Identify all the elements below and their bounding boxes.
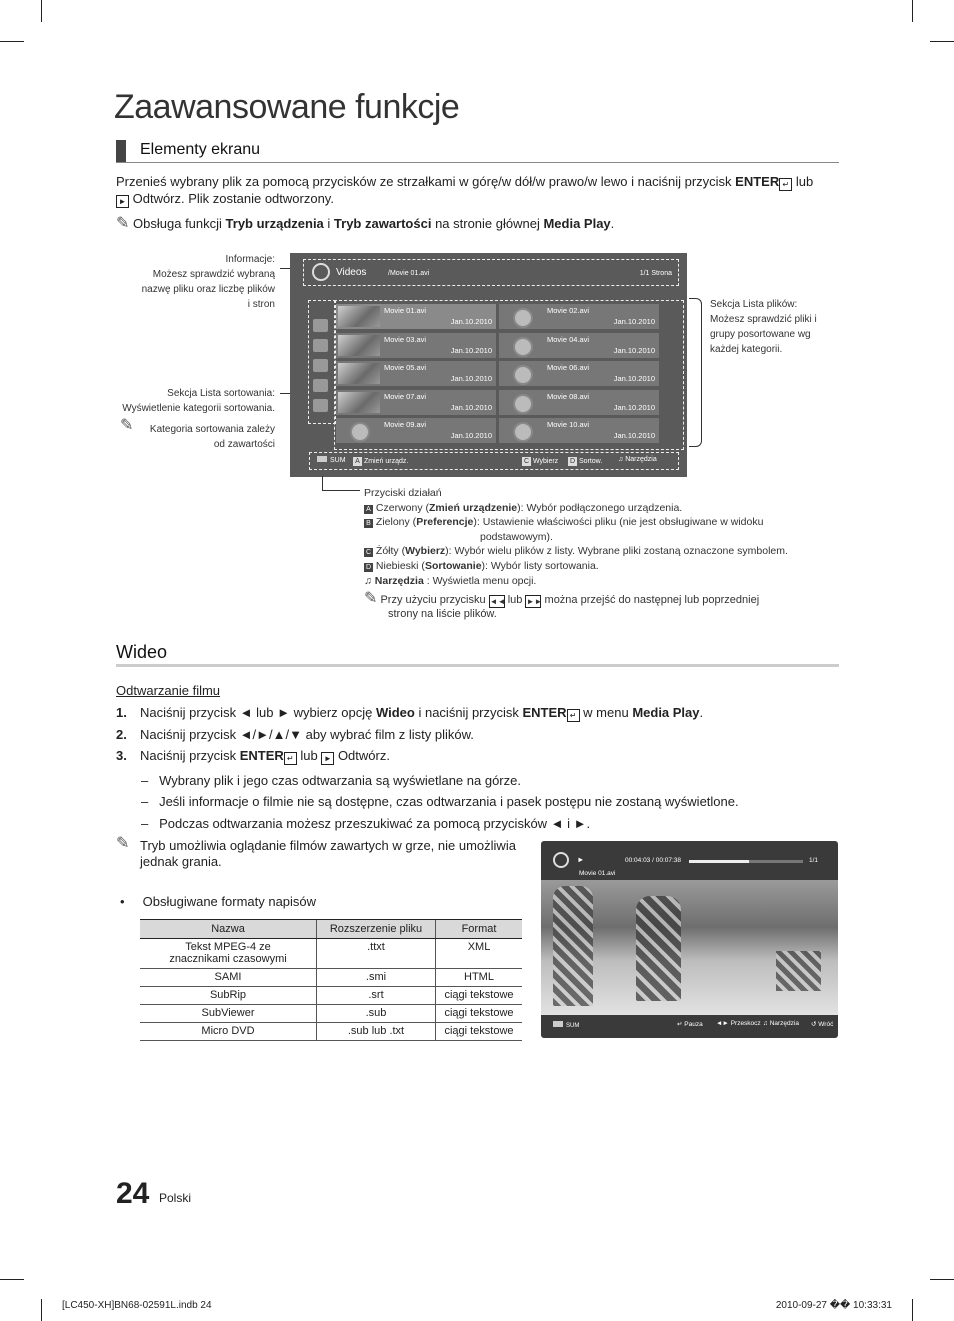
file-name: Movie 07.avi [384, 391, 427, 401]
file-name: Movie 06.avi [547, 363, 590, 372]
table-header: Rozszerzenie pliku [317, 920, 436, 939]
file-list-item[interactable] [336, 361, 496, 386]
giraffe-shape [553, 886, 593, 1006]
file-list-item[interactable] [336, 304, 496, 329]
callout-filelist: Sekcja Lista plików: Możesz sprawdzić pliki i grupy posortowane wg każdej kategorii. [710, 299, 817, 355]
sort-3d-icon[interactable] [313, 359, 328, 372]
file-date: Jan.10.2010 [450, 431, 492, 440]
giraffe-shape [776, 951, 821, 991]
table-row [140, 987, 522, 1005]
table-row [140, 969, 522, 987]
intro-paragraph-2: ► Odtwórz. Plik zostanie odtworzony. [116, 191, 334, 208]
print-footer-right: 2010-09-27 �� 10:33:31 [775, 1300, 892, 1311]
rewind-icon: ◄◄ [489, 597, 506, 606]
thumbnail-image [338, 363, 380, 384]
film-reel-icon [350, 422, 370, 442]
screen-page: 1/1 Strona [639, 270, 672, 277]
giraffe-shape [636, 896, 681, 1001]
file-name: Movie 01.avi [384, 306, 427, 315]
file-date: Jan.10.2010 [613, 345, 655, 355]
thumbnail-image [338, 335, 380, 356]
sort-image-icon[interactable] [313, 339, 328, 352]
enter-icon: ↵ [567, 709, 580, 722]
intro-paragraph: Przenieś wybrany plik za pomocą przycisków ze strzałkami w górę/w dół/w prawo/w lewo i naciśnij przycisk ENTER ↵ lub [116, 174, 814, 189]
play-icon: ► [116, 195, 129, 208]
file-name: Movie 04.avi [547, 334, 590, 344]
forward-icon: ►► [526, 597, 543, 606]
print-footer-left: [LC450-XH]BN68-02591L.indb 24 [62, 1300, 212, 1311]
actions-note: ✎ Przy użyciu przycisku ◄◄ lub ►► można przejść do następnej lub poprzedniej [364, 590, 760, 607]
media-play-screen [290, 253, 687, 477]
screen-path: /Movie 01.avi [388, 270, 430, 277]
player-device: SUM [553, 1021, 579, 1029]
tools-label[interactable]: ♫ Narzędzia [618, 456, 657, 463]
play-state-icon: ► [577, 855, 585, 864]
back-label[interactable]: ↺ Wróć [811, 1021, 834, 1028]
callout-sort-note-text: Kategoria sortowania zależy od zawartości [149, 424, 275, 450]
subtitle-formats-table [140, 919, 522, 1041]
file-date: Jan.10.2010 [450, 374, 492, 383]
tools-icon: ♫ [618, 456, 624, 463]
table-cell: Tekst MPEG-4 ze znacznikami czasowymi [140, 939, 317, 969]
dash-item-1: – Wybrany plik i jego czas odtwarzania są wyświetlane na górze. [141, 773, 521, 788]
table-cell: .srt [317, 987, 436, 1005]
table-cell: Micro DVD [140, 1023, 317, 1041]
device-label: SUM [317, 456, 346, 464]
bracket-filelist [689, 298, 702, 447]
button-a-label[interactable]: A Zmień urządz. [353, 457, 408, 466]
thumbnail-image [338, 306, 380, 327]
bullet-formats: • Obsługiwane formaty napisów [120, 894, 317, 909]
file-date: Jan.10.2010 [613, 317, 655, 326]
step-2: 2. Naciśnij przycisk ◄/►/▲/▼ aby wybrać film z listy plików. [116, 727, 474, 742]
film-reel-icon [513, 365, 533, 385]
file-date: Jan.10.2010 [450, 402, 492, 412]
file-date: Jan.10.2010 [450, 345, 492, 355]
file-list-item[interactable] [336, 390, 496, 415]
video-player-screen [541, 841, 838, 1038]
enter-icon: ↵ [284, 752, 297, 765]
note-pencil-icon: ✎ [116, 835, 130, 852]
page-title: Zaawansowane funkcje [114, 88, 460, 126]
file-date: Jan.10.2010 [613, 431, 655, 440]
section-rule [116, 162, 839, 163]
sort-star-icon[interactable] [313, 399, 328, 412]
button-d-label[interactable]: D Sortow. [569, 458, 603, 465]
table-row [140, 939, 522, 969]
film-reel-icon [553, 852, 569, 868]
table-header: Format [436, 920, 523, 939]
table-cell: ciągi tekstowe [436, 987, 523, 1005]
table-cell: .sub [317, 1005, 436, 1023]
file-name: Movie 09.avi [384, 420, 427, 429]
note-pencil-icon: ✎ [364, 590, 378, 607]
section-marker [116, 140, 126, 162]
table-cell: ciągi tekstowe [436, 1005, 523, 1023]
film-reel-icon [513, 422, 533, 442]
dash-item-2: – Jeśli informacje o filmie nie są dostępne, czas odtwarzania i pasek postępu nie zostaną wyświetlone. [141, 794, 739, 809]
table-cell: SubViewer [140, 1005, 317, 1023]
callout-sort: Sekcja Lista sortowania: Wyświetlenie kategorii sortowania. [122, 388, 275, 414]
page-language: Polski [159, 1191, 192, 1205]
file-list-item[interactable] [336, 418, 496, 443]
table-header: Nazwa [140, 920, 317, 939]
return-icon: ↺ [811, 1021, 817, 1028]
table-cell: ciągi tekstowe [436, 1023, 523, 1041]
page-number: 24 [116, 1177, 150, 1210]
progress-fill [689, 860, 749, 863]
table-row [140, 1005, 522, 1023]
step-3: 3. Naciśnij przycisk ENTER ↵ lub ► Odtwórz. [116, 748, 390, 763]
table-cell: .smi [317, 969, 436, 987]
player-count: 1/1 [809, 857, 819, 864]
file-date: Jan.10.2010 [613, 402, 655, 412]
intro-note: ✎ Obsługa funkcji Tryb urządzenia i Tryb zawartości na stronie głównej Media Play. [116, 215, 615, 232]
table-cell: SAMI [140, 969, 317, 987]
game-note: ✎ Tryb umożliwia oglądanie filmów zawartych w grze, nie umożliwia jednak grania. [116, 835, 516, 869]
player-file: Movie 01.avi [579, 870, 616, 877]
tools-label[interactable]: ♫ Narzędzia [763, 1020, 799, 1027]
file-list-item[interactable] [499, 418, 659, 443]
film-reel-icon [513, 337, 533, 357]
table-cell: HTML [436, 969, 523, 987]
callout-line-actions-h [322, 490, 360, 491]
play-icon: ► [321, 752, 334, 765]
sort-calendar-icon[interactable] [313, 379, 328, 392]
pause-label[interactable]: ↵ Pauza [677, 1021, 703, 1028]
file-name: Movie 08.avi [547, 391, 590, 401]
progress-bar[interactable] [689, 860, 803, 863]
file-name: Movie 10.avi [547, 420, 590, 429]
table-cell: .sub lub .txt [317, 1023, 436, 1041]
section-rule-2 [116, 664, 839, 667]
file-list-item[interactable] [499, 304, 659, 329]
actions-note-2: strony na liście plików. [388, 608, 497, 620]
enter-icon: ↵ [779, 178, 792, 191]
skip-label[interactable]: ◄► Przeskocz [716, 1020, 761, 1027]
file-name: Movie 05.avi [384, 363, 427, 372]
note-pencil-icon: ✎ [116, 215, 130, 232]
table-cell: SubRip [140, 987, 317, 1005]
callout-info: Informacje: Możesz sprawdzić wybraną nazwę pliku oraz liczbę plików i stron [141, 254, 275, 310]
sort-folder-icon[interactable] [313, 319, 328, 332]
file-list-item[interactable] [499, 361, 659, 386]
table-cell: XML [436, 939, 523, 969]
left-right-icon: ◄► [716, 1020, 729, 1027]
section-heading-elementy: Elementy ekranu [140, 141, 261, 158]
file-list-item[interactable] [499, 333, 659, 358]
film-reel-icon [513, 308, 533, 328]
callout-line-actions [322, 476, 323, 490]
subheading-odtwarzanie: Odtwarzanie filmu [116, 683, 221, 698]
tools-icon: ♫ [763, 1020, 768, 1027]
file-date: Jan.10.2010 [613, 374, 655, 383]
tools-icon: ♫ [364, 574, 372, 587]
step-1: 1. Naciśnij przycisk ◄ lub ► wybierz opcję Wideo i naciśnij przycisk ENTER ↵ w menu Media Play. [116, 705, 704, 720]
file-name: Movie 03.avi [384, 334, 427, 344]
note-pencil-icon: ✎ [120, 417, 134, 434]
film-reel-icon [312, 263, 330, 281]
player-time: 00:04:03 / 00:07:38 [625, 857, 682, 864]
file-list-item[interactable] [499, 390, 659, 415]
table-row [140, 1023, 522, 1041]
file-name: Movie 02.avi [547, 306, 590, 315]
file-date: Jan.10.2010 [450, 317, 492, 326]
film-reel-icon [513, 394, 533, 414]
table-cell: .ttxt [317, 939, 436, 969]
enter-icon: ↵ [677, 1021, 683, 1028]
section-heading-wideo: Wideo [116, 642, 168, 662]
actions-block: Przyciski działań A Czerwony (Zmień urządzenie): Wybór podłączonego urządzenia. B Zielony (Preferencje): Ustawienie właściwości pliku (nie jest obsługiwane w widoku podstawowym). C Żółty (Wybierz): Wybór wielu plików z listy. Wybrane pliki zostaną oznaczone symbolem. D Niebieski (Sortowanie): Wybór listy sortowania. ♫ Narzędzia : Wyświetla menu opcji. [364, 487, 788, 587]
screen-title: Videos [336, 267, 367, 278]
dash-item-3: – Podczas odtwarzania możesz przeszukiwać za pomocą przycisków ◄ i ►. [141, 816, 591, 831]
button-c-label[interactable]: C Wybierz [523, 458, 559, 465]
file-list-item[interactable] [336, 333, 496, 358]
thumbnail-image [338, 392, 380, 413]
